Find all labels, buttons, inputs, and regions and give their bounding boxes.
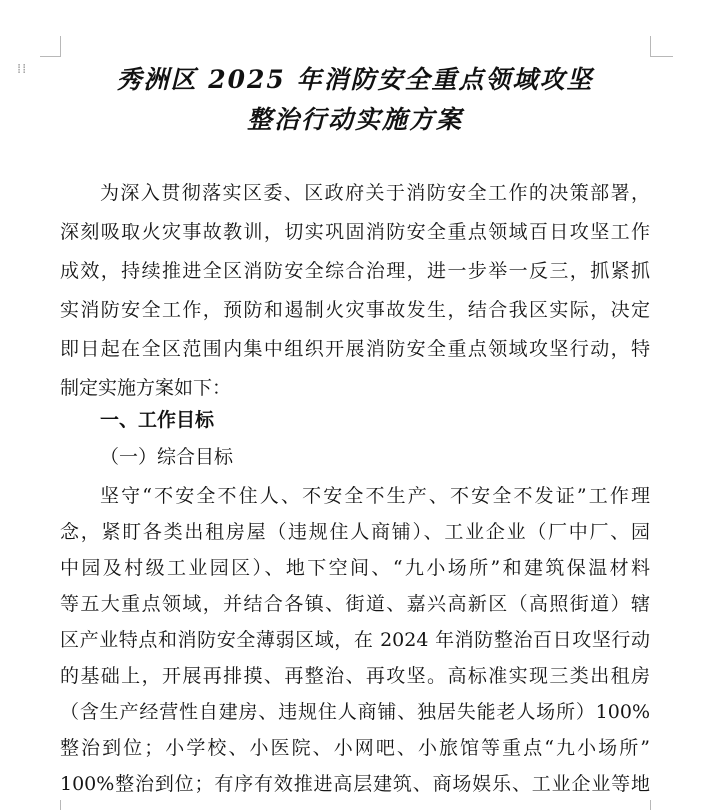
intro-line: 为深入贯彻落实区委、区政府关于消防安全工作的决策部署， [100,182,650,204]
body-line: 100%整治到位；有序有效推进高层建筑、商场娱乐、工业企业等地 [60,773,650,795]
intro-line: 深刻吸取火灾事故教训，切实巩固消防安全重点领域百日攻坚工作 [60,221,650,243]
crop-mark-top-left [60,36,61,57]
crop-mark-top-right [650,36,651,57]
body-line: 等五大重点领域，并结合各镇、街道、嘉兴高新区（高照街道）辖 [60,593,650,615]
document-title-line-1: 秀洲区 2025 年消防安全重点领域攻坚 [116,65,594,94]
intro-line: 制定实施方案如下： [60,377,232,399]
body-line: 坚守“不安全不住人、不安全不生产、不安全不发证”工作理 [100,485,650,507]
drag-handle-icon[interactable]: ⁞⁞ [17,62,28,77]
body-line: 中园及村级工业园区）、地下空间、“九小场所”和建筑保温材料 [60,557,650,579]
body-line: 念，紧盯各类出租房屋（违规住人商铺）、工业企业（厂中厂、园 [60,521,650,543]
body-line: 区产业特点和消防安全薄弱区域，在 2024 年消防整治百日攻坚行动 [60,629,650,651]
intro-line: 即日起在全区范围内集中组织开展消防安全重点领域攻坚行动，特 [60,338,650,360]
intro-line: 成效，持续推进全区消防安全综合治理，进一步举一反三，抓紧抓 [60,260,650,282]
body-line: （含生产经营性自建房、违规住人商铺、独居失能老人场所）100% [60,701,650,723]
intro-line: 实消防安全工作，预防和遏制火灾事故发生，结合我区实际，决定 [60,299,650,321]
crop-mark-top-right [650,56,673,57]
body-line: 的基础上，开展再排摸、再整治、再攻坚。高标准实现三类出租房 [60,665,650,687]
crop-mark-bottom-left [60,800,61,810]
body-line: 整治到位；小学校、小医院、小网吧、小旅馆等重点“九小场所” [60,737,650,759]
crop-mark-top-left [40,56,61,57]
document-title-line-2: 整治行动实施方案 [246,105,463,134]
subsection-heading: （一）综合目标 [100,446,234,468]
section-heading: 一、工作目标 [100,409,215,431]
crop-mark-bottom-right [650,800,651,810]
